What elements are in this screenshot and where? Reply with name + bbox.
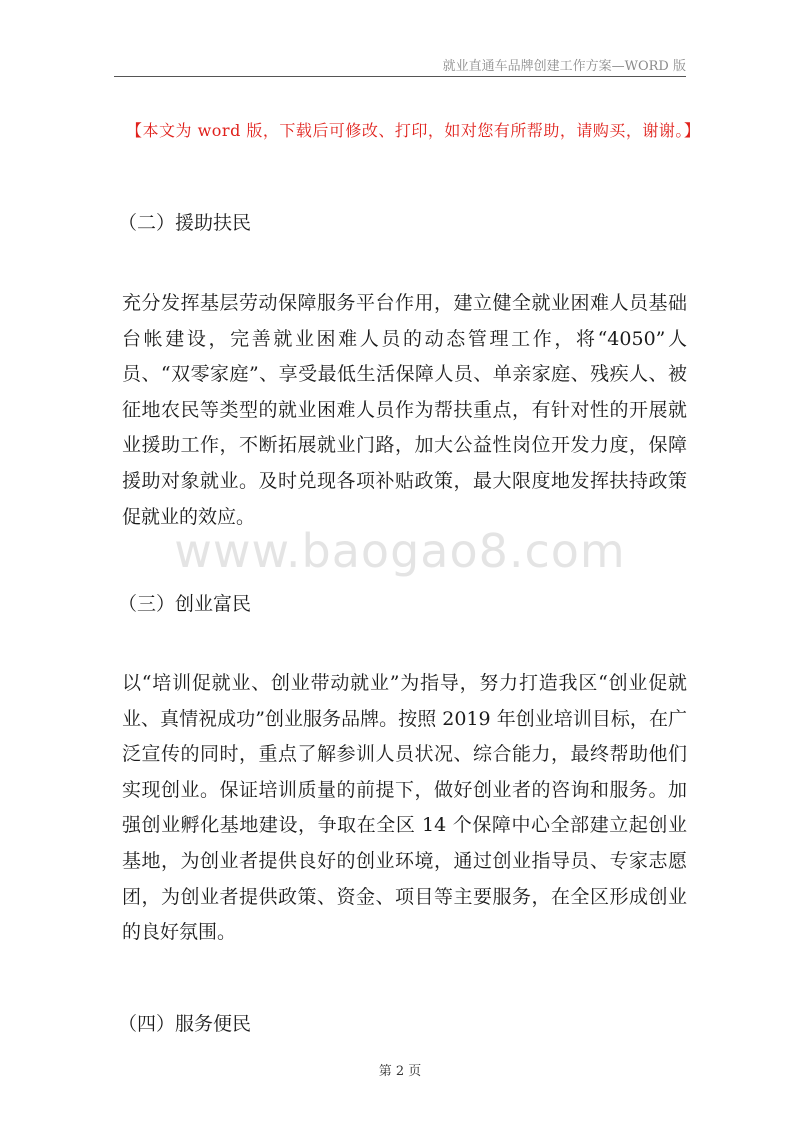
header-divider [114,76,686,77]
header-title: 就业直通车品牌创建工作方案—WORD 版 [442,59,686,74]
watermark-text: www.baogao8.com [174,524,626,578]
page-number: 第 2 页 [378,1064,422,1079]
section-heading-4: （四）服务便民 [118,1013,252,1035]
section-body-3: 以“培训促就业、创业带动就业”为指导，努力打造我区“创业促就业、真情祝成功”创业服务品牌。按照 2019 年创业培训目标，在广泛宣传的同时，重点了解参训人员状况、综合能力，最终帮助他们实现创业。保证培训质量的前提下，做好创业者的咨询和服务。加强创业孵化基地建设，争取在全区 14 个保障中心全部建立起创业基地，为创业者提供良好的创业环境，通过创业指导员、专家志愿团，为创业者提供政策、资金、项目等主要服务，在全区形成创业的良好氛围。 [122,672,687,944]
download-notice: 【本文为 word 版，下载后可修改、打印，如对您有所帮助，请购买，谢谢。】 [126,121,701,140]
section-heading-2: （二）援助扶民 [118,212,252,234]
section-heading-3: （三）创业富民 [118,593,252,615]
section-body-2: 充分发挥基层劳动保障服务平台作用，建立健全就业困难人员基础台帐建设，完善就业困难人员的动态管理工作，将“4050”人员、“双零家庭”、享受最低生活保障人员、单亲家庭、残疾人、被征地农民等类型的就业困难人员作为帮扶重点，有针对性的开展就业援助工作，不断拓展就业门路，加大公益性岗位开发力度，保障援助对象就业。及时兑现各项补贴政策，最大限度地发挥扶持政策促就业的效应。 [122,292,687,528]
